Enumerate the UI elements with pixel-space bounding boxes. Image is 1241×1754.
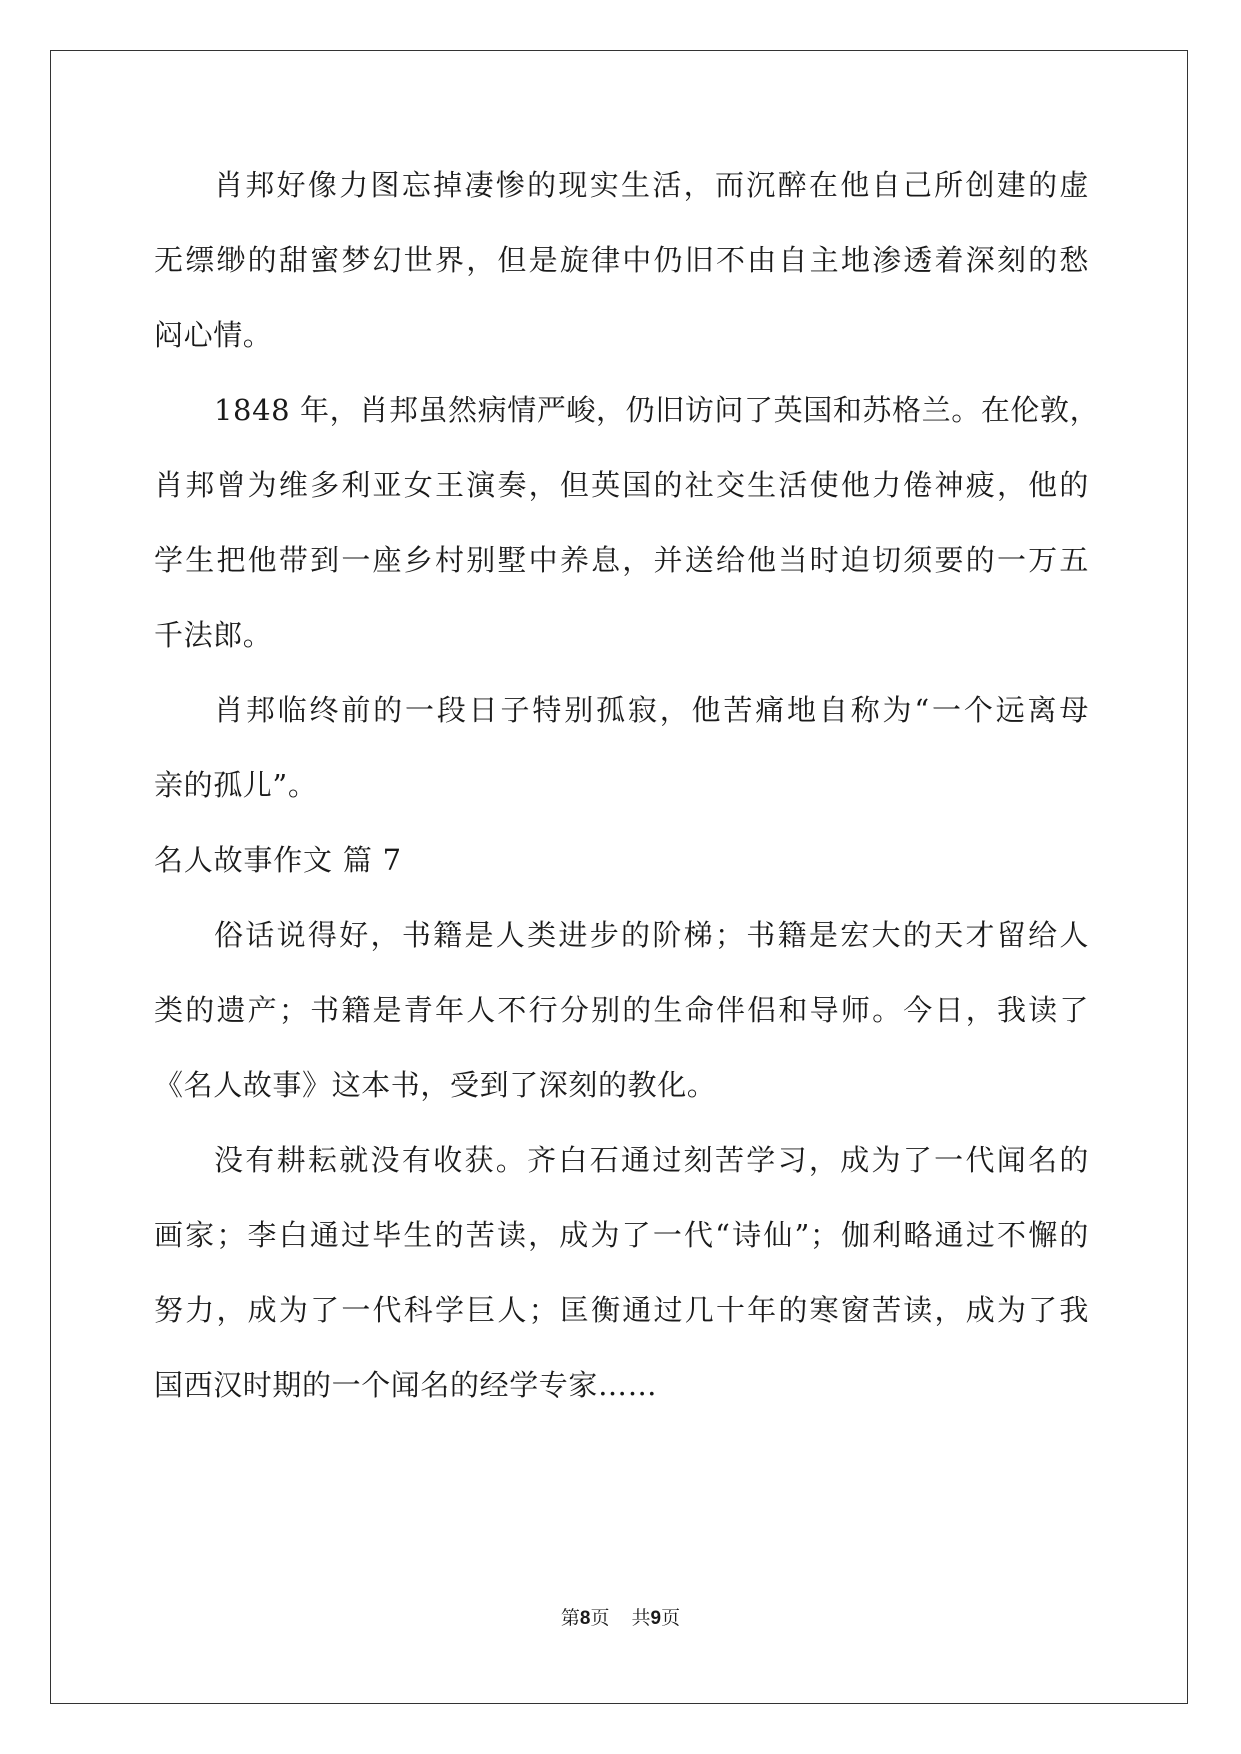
paragraph-line: 画家；李白通过毕生的苦读，成为了一代“诗仙”；伽利略通过不懈的 <box>154 1218 1089 1252</box>
paragraph-line: 俗话说得好，书籍是人类进步的阶梯；书籍是宏大的天才留给人 <box>214 918 1089 952</box>
paragraph-line: 1848 年，肖邦虽然病情严峻，仍旧访问了英国和苏格兰。在伦敦， <box>214 393 1100 427</box>
current-page-number: 8 <box>579 1608 591 1629</box>
paragraph-line: 闷心情。 <box>154 318 273 352</box>
section-heading: 名人故事作文 篇 7 <box>154 843 402 877</box>
paragraph-line: 亲的孤儿”。 <box>154 768 318 802</box>
paragraph-line: 肖邦临终前的一段日子特别孤寂，他苦痛地自称为“一个远离母 <box>214 693 1089 727</box>
paragraph-line: 努力，成为了一代科学巨人；匡衡通过几十年的寒窗苦读，成为了我 <box>154 1293 1089 1327</box>
paragraph-line: 国西汉时期的一个闻名的经学专家…… <box>154 1368 658 1402</box>
total-page-number: 9 <box>650 1608 662 1629</box>
footer-page-word: 页 <box>590 1607 610 1629</box>
page-footer <box>0 1603 1241 1630</box>
paragraph-line: 肖邦曾为维多利亚女王演奏，但英国的社交生活使他力倦神疲，他的 <box>154 468 1089 502</box>
paragraph-line: 没有耕耘就没有收获。齐白石通过刻苦学习，成为了一代闻名的 <box>214 1143 1089 1177</box>
footer-total-prefix: 共 <box>631 1607 651 1629</box>
paragraph-line: 学生把他带到一座乡村别墅中养息，并送给他当时迫切须要的一万五 <box>154 543 1089 577</box>
paragraph-line: 千法郎。 <box>154 618 273 652</box>
document-body <box>154 160 1100 1435</box>
paragraph-line: 无缥缈的甜蜜梦幻世界，但是旋律中仍旧不由自主地渗透着深刻的愁 <box>154 243 1089 277</box>
paragraph-line: 肖邦好像力图忘掉凄惨的现实生活，而沉醉在他自己所创建的虚 <box>214 168 1089 202</box>
paragraph-line: 类的遗产；书籍是青年人不行分别的生命伴侣和导师。今日，我读了 <box>154 993 1089 1027</box>
footer-prefix: 第 <box>560 1607 580 1629</box>
footer-total-suffix: 页 <box>661 1607 681 1629</box>
paragraph-line: 《名人故事》这本书，受到了深刻的教化。 <box>154 1068 717 1102</box>
